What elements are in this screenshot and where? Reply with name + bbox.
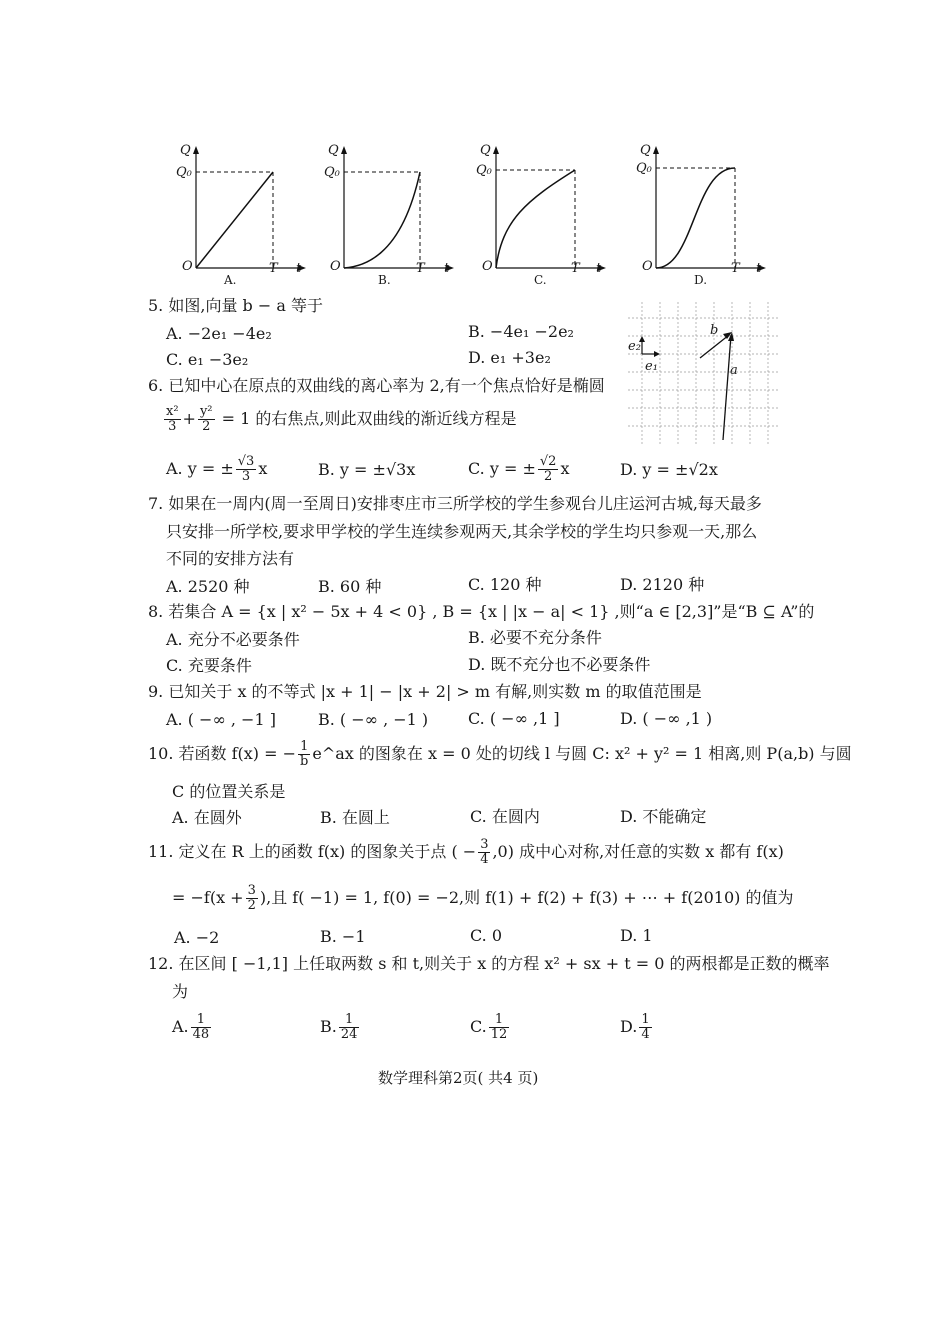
- graph-b-svg: [320, 140, 470, 290]
- q12-line2: 为: [172, 982, 189, 1001]
- q10-line2: C 的位置关系是: [172, 782, 286, 801]
- q8-option-a: A. 充分不必要条件: [166, 630, 300, 649]
- q11-fraction-b: $\frac{3}{2}$: [247, 883, 256, 913]
- graph-b-y0-label: Q₀: [324, 165, 340, 180]
- graph-a-x-label: t: [296, 261, 302, 276]
- graph-d-x-label: t: [756, 261, 762, 276]
- graph-a-caption: A.: [224, 273, 237, 287]
- q6-option-a: A. y = ± $\frac{√3}{3}$ x: [166, 454, 268, 484]
- q6-fraction-x: $\frac{\text{x²}}{3}$: [166, 404, 179, 434]
- graph-c: [472, 140, 622, 290]
- graph-c-x-label: t: [596, 261, 602, 276]
- q5-stem: 5. 如图,向量 b − a 等于: [148, 296, 323, 315]
- graph-b: [320, 140, 470, 290]
- graph-a-y-label: Q: [180, 143, 191, 158]
- q7-line3: 不同的安排方法有: [166, 549, 295, 568]
- q11-line1: 11. 定义在 R 上的函数 f(x) 的图象关于点 ( − $\frac{3}{4}$ ,0) 成中心对称,对任意的实数 x 都有 f(x): [148, 837, 784, 867]
- q6-option-b: B. y = ±√3x: [318, 460, 416, 479]
- q10-line1: 10. 若函数 f(x) = − $\frac{1}{b}$ e^ax 的图象在 x = 0 处的切线 l 与圆 C: x² + y² = 1 相离,则 P(a,b) 与圆: [148, 739, 852, 769]
- q12-option-c: C. $\frac{1}{12}$: [470, 1012, 508, 1042]
- q6-fraction-y: $\frac{\text{y²}}{2}$: [199, 404, 213, 434]
- graph-a: [172, 140, 322, 290]
- graph-a-svg: [172, 140, 322, 290]
- q10-option-a: A. 在圆外: [172, 808, 242, 827]
- graph-d-y0-label: Q₀: [636, 161, 652, 176]
- graph-c-svg: [472, 140, 622, 290]
- q7-option-d: D. 2120 种: [620, 575, 705, 594]
- q7-line1: 7. 如果在一周内(周一至周日)安排枣庄市三所学校的学生参观台儿庄运河古城,每天最多: [148, 494, 762, 513]
- q11-fraction-a: $\frac{3}{4}$: [480, 837, 489, 867]
- basis-e1-label: e₁: [645, 359, 658, 374]
- q8-option-c: C. 充要条件: [166, 656, 252, 675]
- q9-option-c: C. ( −∞ ,1 ]: [468, 709, 560, 728]
- q6-option-c: C. y = ± $\frac{√2}{2}$ x: [468, 454, 570, 484]
- q9-option-d: D. ( −∞ ,1 ): [620, 709, 713, 728]
- q12-option-b: B. $\frac{1}{24}$: [320, 1012, 358, 1042]
- basis-e2-label: e₂: [628, 339, 641, 354]
- graph-c-y-label: Q: [480, 143, 491, 158]
- graph-b-origin: O: [330, 259, 341, 274]
- graph-d: [632, 140, 782, 290]
- q5-option-d: D. e₁ +3e₂: [468, 348, 551, 367]
- graph-a-origin: O: [182, 259, 193, 274]
- q7-line2: 只安排一所学校,要求甲学校的学生连续参观两天,其余学校的学生均只参观一天,那么: [166, 522, 758, 541]
- q10-fraction: $\frac{1}{b}$: [300, 739, 309, 769]
- graph-c-t-tick: T: [571, 261, 580, 276]
- q12-line1: 12. 在区间 [ −1,1] 上任取两数 s 和 t,则关于 x 的方程 x² + sx + t = 0 的两根都是正数的概率: [148, 954, 830, 973]
- q10-option-b: B. 在圆上: [320, 808, 390, 827]
- q6-option-d: D. y = ±√2x: [620, 460, 718, 479]
- q8-stem: 8. 若集合 A = {x | x² − 5x + 4 < 0} , B = {x | |x − a| < 1} ,则“a ∈ [2,3]”是“B ⊆ A”的: [148, 602, 815, 621]
- vector-a-label: a: [730, 363, 738, 378]
- graph-b-y-label: Q: [328, 143, 339, 158]
- q11-option-d: D. 1: [620, 926, 653, 945]
- graph-d-t-tick: T: [731, 261, 740, 276]
- q8-option-b: B. 必要不充分条件: [468, 628, 602, 647]
- graph-c-y0-label: Q₀: [476, 163, 492, 178]
- q7-option-c: C. 120 种: [468, 575, 542, 594]
- graph-b-x-label: t: [444, 261, 450, 276]
- q5-option-c: C. e₁ −3e₂: [166, 350, 249, 369]
- q7-option-a: A. 2520 种: [166, 577, 250, 596]
- graph-d-origin: O: [642, 259, 653, 274]
- vector-grid-svg: [624, 300, 784, 450]
- q11-option-a: A. −2: [174, 928, 220, 947]
- q12-option-d: D. $\frac{1}{4}$: [620, 1012, 650, 1042]
- graph-d-svg: [632, 140, 782, 290]
- q10-option-c: C. 在圆内: [470, 807, 540, 826]
- q5-option-b: B. −4e₁ −2e₂: [468, 322, 574, 341]
- graph-c-caption: C.: [534, 273, 547, 287]
- q9-option-b: B. ( −∞ , −1 ): [318, 710, 429, 729]
- graph-b-t-tick: T: [416, 261, 425, 276]
- q7-option-b: B. 60 种: [318, 577, 382, 596]
- q5-option-a: A. −2e₁ −4e₂: [166, 324, 272, 343]
- q12-option-a: A. $\frac{1}{48}$: [172, 1012, 210, 1042]
- graph-a-t-tick: T: [269, 261, 278, 276]
- q9-stem: 9. 已知关于 x 的不等式 |x + 1| − |x + 2| > m 有解,则实数 m 的取值范围是: [148, 682, 702, 701]
- q6-line2: $\frac{\text{x²}}{3}$ + $\frac{\text{y²}}{2}$ = 1 的右焦点,则此双曲线的渐近线方程是: [166, 404, 517, 434]
- page-footer: 数学理科第2页( 共4 页): [378, 1069, 539, 1087]
- q11-line2: = −f(x + $\frac{3}{2}$ ),且 f( −1) = 1, f(0) = −2,则 f(1) + f(2) + f(3) + ⋯ + f(2010) 的值为: [172, 883, 794, 913]
- q8-option-d: D. 既不充分也不必要条件: [468, 655, 651, 674]
- q6-line1: 6. 已知中心在原点的双曲线的离心率为 2,有一个焦点恰好是椭圆: [148, 376, 605, 395]
- vector-b-label: b: [710, 323, 719, 338]
- graph-a-y0-label: Q₀: [176, 165, 192, 180]
- graph-c-origin: O: [482, 259, 493, 274]
- q11-option-c: C. 0: [470, 926, 503, 945]
- graph-d-caption: D.: [694, 273, 708, 287]
- q11-option-b: B. −1: [320, 927, 366, 946]
- vector-grid-figure: [624, 300, 784, 450]
- q10-option-d: D. 不能确定: [620, 807, 707, 826]
- graph-b-caption: B.: [378, 273, 391, 287]
- q9-option-a: A. ( −∞ , −1 ]: [166, 710, 276, 729]
- graph-d-y-label: Q: [640, 143, 651, 158]
